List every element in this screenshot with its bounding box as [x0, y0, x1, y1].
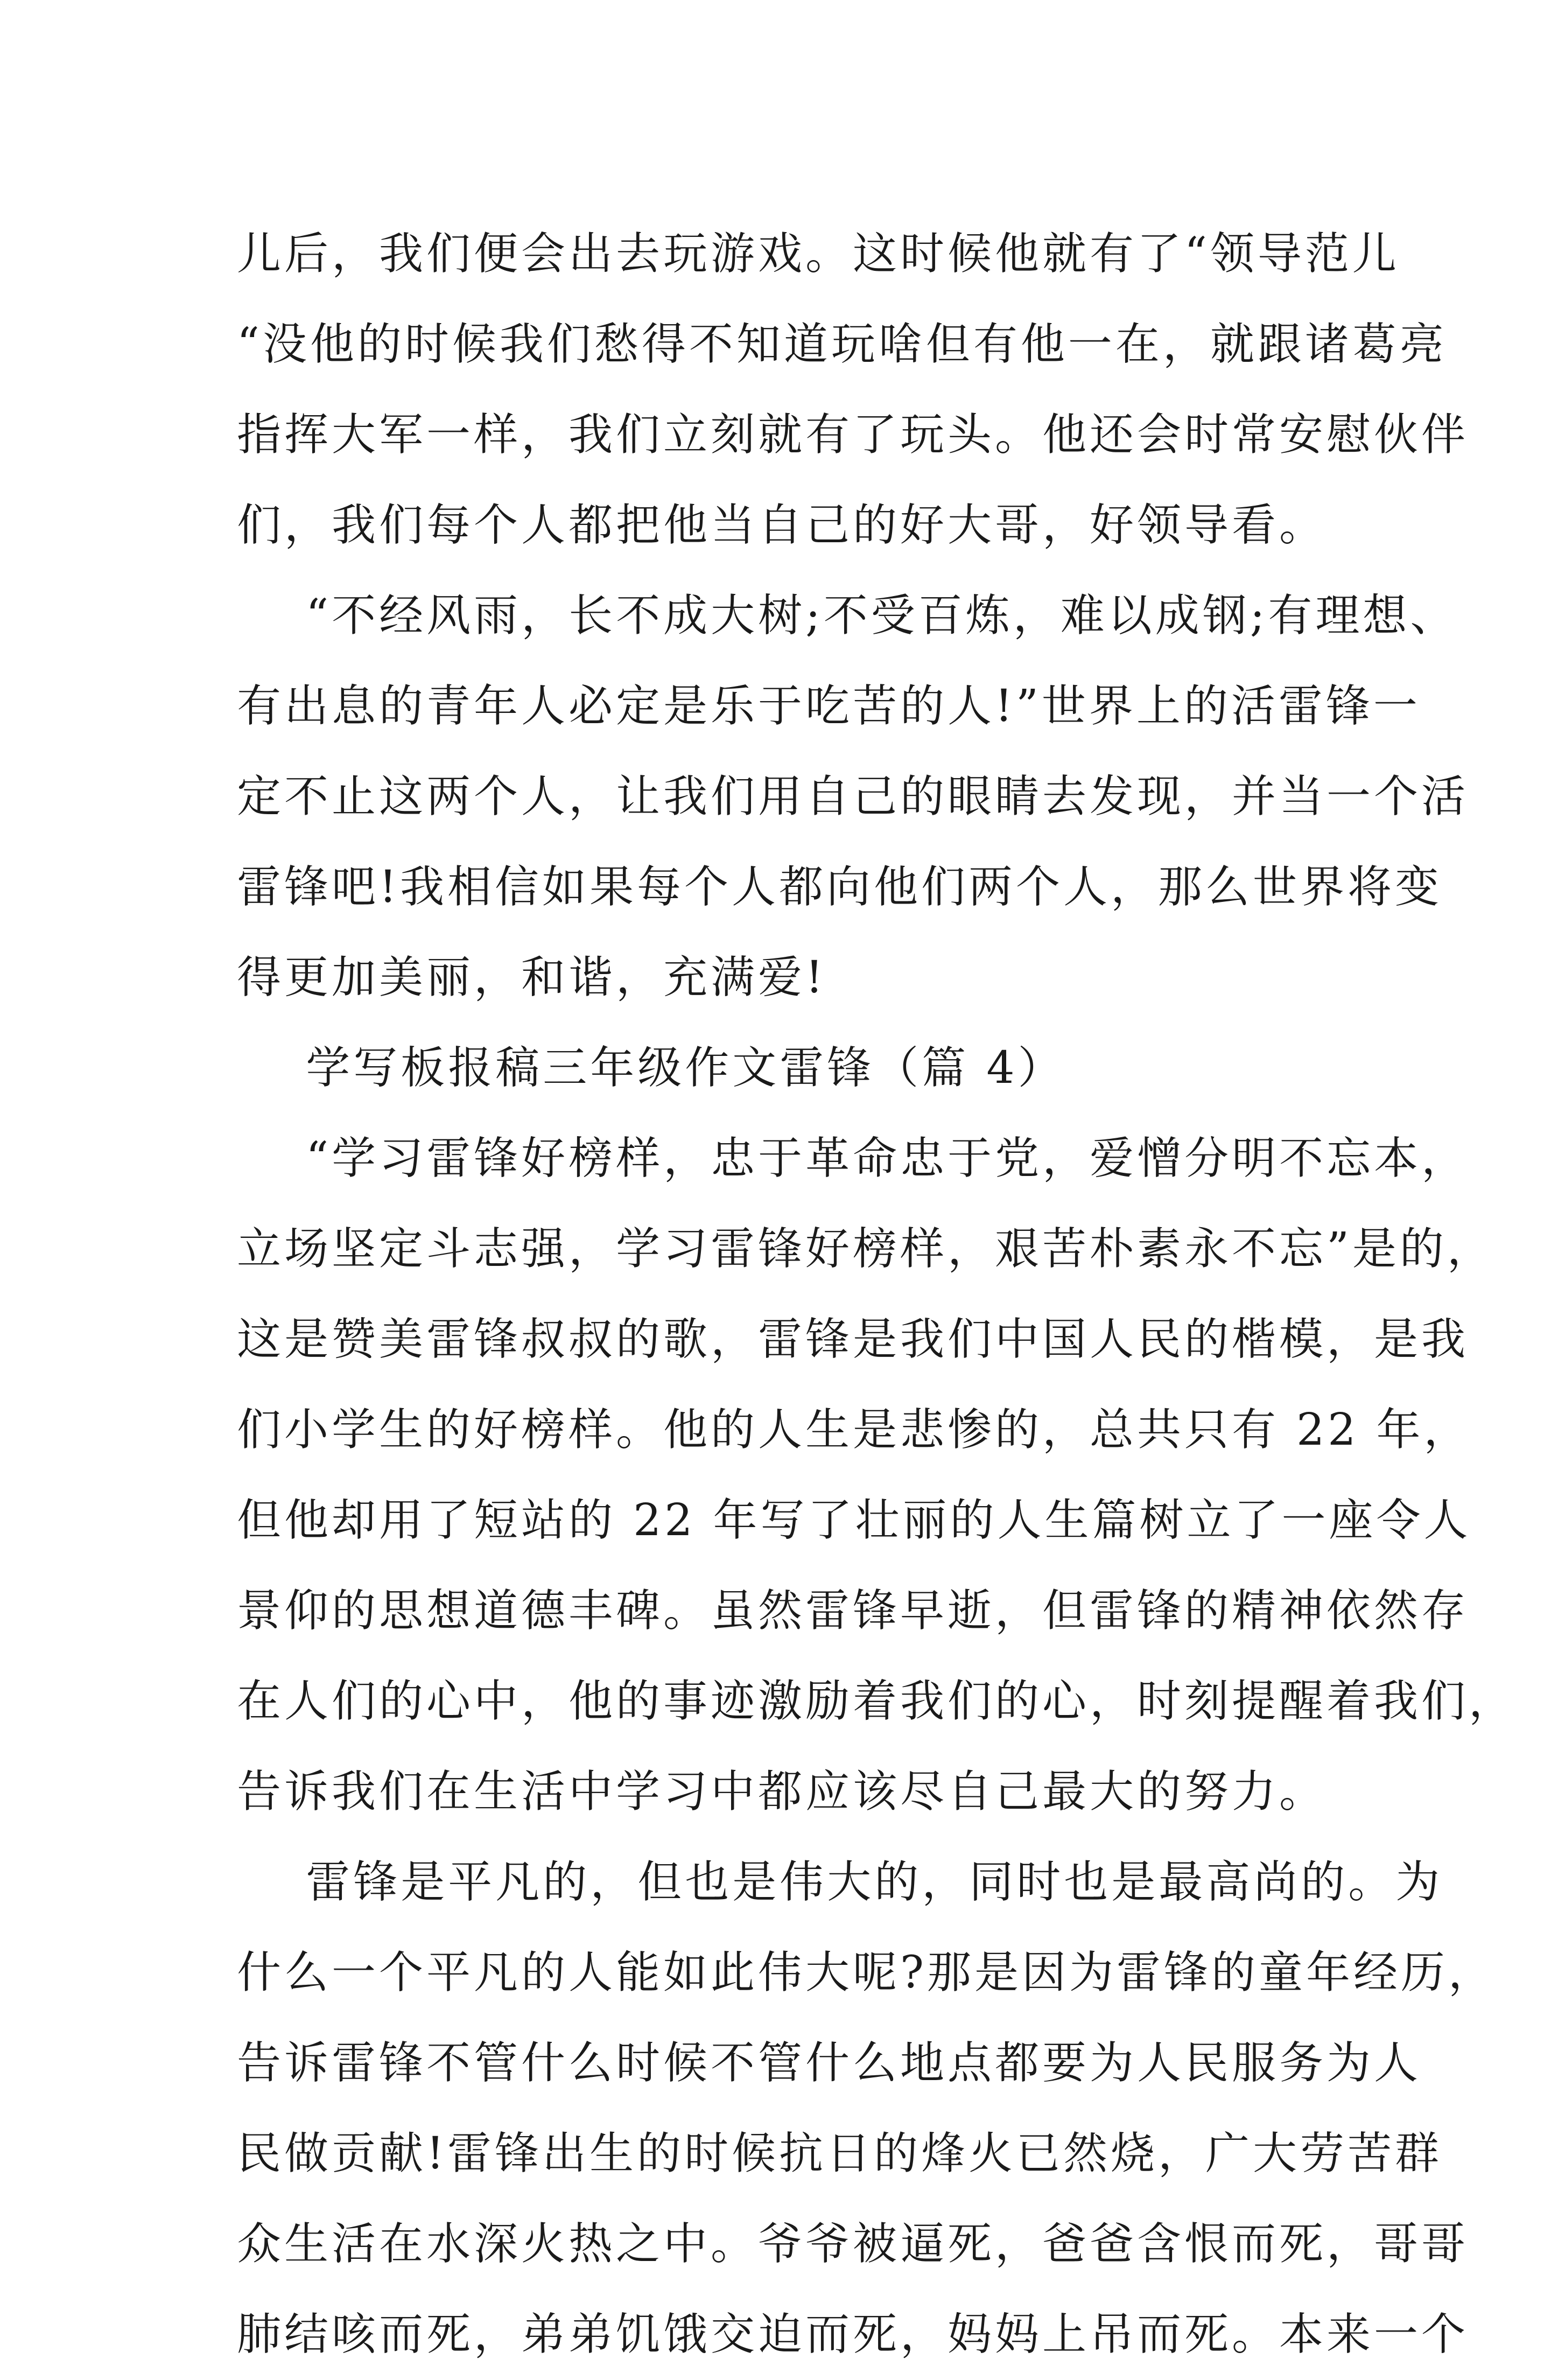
- text-line: 们，我们每个人都把他当自己的好大哥，好领导看。: [237, 500, 1327, 551]
- text-line: 立场坚定斗志强，学习雷锋好榜样，艰苦朴素永不忘”是的，: [237, 1223, 1494, 1275]
- text-line: “没他的时候我们愁得不知道玩啥但有他一在，就跟诸葛亮: [237, 319, 1447, 370]
- text-line: 得更加美丽，和谐，充满爱!: [237, 952, 826, 1003]
- text-line: 学写板报稿三年级作文雷锋（篇 4）: [237, 1042, 1065, 1094]
- text-line: 众生活在水深火热之中。爷爷被逼死，爸爸含恨而死，哥哥: [237, 2218, 1469, 2270]
- text-line: “不经风雨，长不成大树;不受百炼，难以成钢;有理想、: [237, 590, 1458, 641]
- paragraph: [237, 209, 1469, 571]
- text-line: 雷锋是平凡的，但也是伟大的，同时也是最高尚的。为: [237, 1857, 1443, 1908]
- text-line: 这是赞美雷锋叔叔的歌，雷锋是我们中国人民的楷模，是我: [237, 1314, 1469, 1365]
- text-line: 儿后，我们便会出去玩游戏。这时候他就有了“领导范儿: [237, 228, 1400, 279]
- text-line: 定不止这两个人，让我们用自己的眼睛去发现，并当一个活: [237, 771, 1469, 822]
- text-line: 什么一个平凡的人能如此伟大呢?那是因为雷锋的童年经历，: [237, 1947, 1496, 1998]
- text-line: 景仰的思想道德丰碑。虽然雷锋早逝，但雷锋的精神依然存: [237, 1585, 1469, 1636]
- paragraph: [237, 1114, 1517, 1837]
- text-line: 指挥大军一样，我们立刻就有了玩头。他还会时常安慰伙伴: [237, 409, 1469, 460]
- text-line: 肺结咳而死，弟弟饥饿交迫而死，妈妈上吊而死。本来一个: [237, 2309, 1469, 2360]
- text-line: 在人们的心中，他的事迹激励着我们的心，时刻提醒着我们，: [237, 1676, 1517, 1727]
- paragraph: [237, 1837, 1496, 2380]
- text-line: 告诉我们在生活中学习中都应该尽自己最大的努力。: [237, 1766, 1327, 1817]
- text-line: 民做贡献!雷锋出生的时候抗日的烽火已然烧，广大劳苦群: [237, 2128, 1442, 2179]
- text-line: 们小学生的好榜样。他的人生是悲惨的，总共只有 22 年，: [237, 1404, 1471, 1455]
- section-heading: [237, 1023, 1335, 1114]
- text-line: 告诉雷锋不管什么时候不管什么地点都要为人民服务为人: [237, 2038, 1422, 2089]
- text-line: “学习雷锋好榜样，忠于革命忠于党，爱憎分明不忘本，: [237, 1133, 1469, 1184]
- text-line: 雷锋吧!我相信如果每个人都向他们两个人，那么世界将变: [237, 862, 1442, 913]
- text-line: 有出息的青年人必定是乐于吃苦的人!”世界上的活雷锋一: [237, 681, 1421, 732]
- text-line: 但他却用了短站的 22 年写了壮丽的人生篇树立了一座令人: [237, 1495, 1471, 1546]
- document-body: [237, 209, 1517, 2380]
- paragraph: [237, 571, 1469, 1023]
